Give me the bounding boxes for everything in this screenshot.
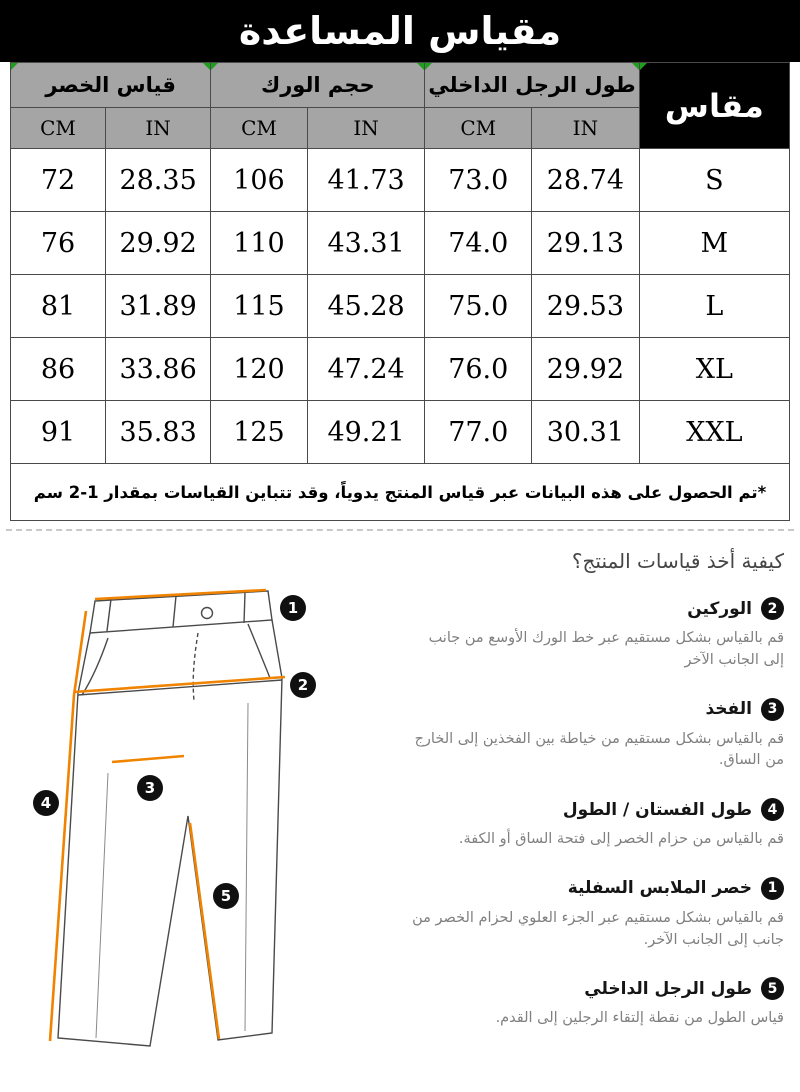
group-header-hip [211, 63, 425, 108]
hip-in-cell: 47.24 [307, 338, 425, 401]
pants-diagram [8, 583, 353, 1063]
instruction-heading [404, 977, 784, 1000]
marker-number: 1 [287, 599, 299, 617]
table-row-m [11, 212, 790, 275]
instruction-title: طول الرجل الداخلي [584, 978, 752, 999]
waist-in-cell: 33.86 [106, 338, 211, 401]
page-title: مقياس المساعدة [238, 9, 562, 53]
waist-cm-cell: 86 [11, 338, 106, 401]
size-cell: XL [639, 338, 789, 401]
inseam-cm-cell: 73.0 [425, 149, 532, 212]
cell-marker-icon [203, 63, 210, 70]
measurement-note: *تم الحصول على هذه البيانات عبر قياس المنتج يدوياً، وقد تتباين القياسات بمقدار 1-2 سم [10, 464, 790, 521]
group-header-waist [11, 63, 211, 108]
size-header-label: مقاس [664, 86, 764, 125]
inseam-in-cell: 29.92 [532, 338, 640, 401]
instruction-list [358, 583, 800, 1067]
table-row-l [11, 275, 790, 338]
waist-in-cell: 31.89 [106, 275, 211, 338]
cell-marker-icon [640, 63, 647, 70]
group-header-hip-label: حجم الورك [260, 73, 375, 97]
unit-header-inseam-in: IN [532, 108, 640, 149]
instruction-waist [404, 877, 784, 952]
size-cell: M [639, 212, 789, 275]
instruction-title: الفخذ [705, 699, 752, 719]
hip-cm-cell: 106 [211, 149, 308, 212]
cell-marker-icon [425, 63, 432, 70]
unit-header-hip-cm: CM [211, 108, 308, 149]
step-number-badge: 1 [761, 877, 784, 900]
size-cell: L [639, 275, 789, 338]
inseam-cm-cell: 76.0 [425, 338, 532, 401]
marker-number: 4 [40, 794, 52, 812]
instruction-title: خصر الملابس السفلية [567, 878, 752, 899]
inseam-in-cell: 29.53 [532, 275, 640, 338]
unit-header-inseam-cm: CM [425, 108, 532, 149]
table-row-s [11, 149, 790, 212]
instruction-heading [404, 698, 784, 721]
size-chart [10, 62, 790, 521]
marker-number: 3 [144, 779, 156, 797]
waistband-button [202, 608, 213, 619]
waist-cm-cell: 91 [11, 401, 106, 464]
hip-in-cell: 41.73 [307, 149, 425, 212]
instruction-heading [404, 597, 784, 620]
size-column-header [639, 63, 789, 149]
cell-marker-icon [417, 63, 424, 70]
table-row-xxl [11, 401, 790, 464]
inseam-in-cell: 29.13 [532, 212, 640, 275]
group-header-inseam [425, 63, 639, 108]
waist-in-cell: 35.83 [106, 401, 211, 464]
unit-header-hip-in: IN [307, 108, 425, 149]
hip-cm-cell: 125 [211, 401, 308, 464]
instruction-title: طول الفستان / الطول [562, 799, 752, 820]
hip-cm-cell: 110 [211, 212, 308, 275]
inseam-cm-cell: 77.0 [425, 401, 532, 464]
instruction-body: قياس الطول من نقطة إلتقاء الرجلين إلى القدم. [495, 1010, 784, 1027]
instruction-title: الوركين [687, 598, 752, 619]
hip-in-cell: 49.21 [307, 401, 425, 464]
instruction-length [404, 798, 784, 851]
waist-cm-cell: 76 [11, 212, 106, 275]
cell-marker-icon [11, 63, 18, 70]
title-bar [0, 0, 800, 62]
waist-in-cell: 28.35 [106, 149, 211, 212]
unit-header-waist-in: IN [106, 108, 211, 149]
instruction-hips [404, 597, 784, 672]
waist-cm-cell: 81 [11, 275, 106, 338]
inseam-in-cell: 28.74 [532, 149, 640, 212]
hip-cm-cell: 115 [211, 275, 308, 338]
inseam-cm-cell: 75.0 [425, 275, 532, 338]
cell-marker-icon [632, 63, 639, 70]
hip-in-cell: 45.28 [307, 275, 425, 338]
hip-in-cell: 43.31 [307, 212, 425, 275]
marker-number: 2 [297, 676, 309, 694]
instruction-body: قم بالقياس من حزام الخصر إلى فتحة الساق أو الكفة. [458, 831, 784, 847]
waist-cm-cell: 72 [11, 149, 106, 212]
diagram-column [0, 583, 358, 1067]
size-chart-table [10, 62, 790, 464]
group-header-inseam-label: طول الرجل الداخلي [428, 73, 636, 97]
instruction-inseam [404, 977, 784, 1030]
cell-marker-icon [211, 63, 218, 70]
section-divider [6, 529, 794, 531]
size-cell: XXL [639, 401, 789, 464]
howto-heading: كيفية أخذ قياسات المنتج؟ [571, 549, 784, 573]
size-cell: S [639, 149, 789, 212]
waist-in-cell: 29.92 [106, 212, 211, 275]
group-header-waist-label: قياس الخصر [45, 73, 176, 97]
hip-cm-cell: 120 [211, 338, 308, 401]
step-number-badge: 2 [761, 597, 784, 620]
instruction-heading [404, 798, 784, 821]
step-number-badge: 3 [761, 698, 784, 721]
instruction-body: قم بالقياس بشكل مستقيم عبر الجزء العلوي لحزام الخصر من جانب إلى الجانب الآخر. [412, 909, 784, 948]
group-header-row [11, 63, 790, 108]
pants-outline [58, 591, 282, 1046]
instruction-body: قم بالقياس بشكل مستقيم عبر خط الورك الأوسع من جانب إلى الجانب الآخر [428, 630, 784, 668]
table-row-xl [11, 338, 790, 401]
inseam-cm-cell: 74.0 [425, 212, 532, 275]
inseam-in-cell: 30.31 [532, 401, 640, 464]
marker-number: 5 [220, 887, 232, 905]
instruction-heading [404, 877, 784, 900]
step-number-badge: 5 [761, 977, 784, 1000]
instruction-thigh [404, 698, 784, 773]
step-number-badge: 4 [761, 798, 784, 821]
howto-section [0, 583, 800, 1067]
instruction-body: قم بالقياس بشكل مستقيم من خياطة بين الفخذين إلى الخارج من الساق. [414, 730, 784, 769]
unit-header-waist-cm: CM [11, 108, 106, 149]
